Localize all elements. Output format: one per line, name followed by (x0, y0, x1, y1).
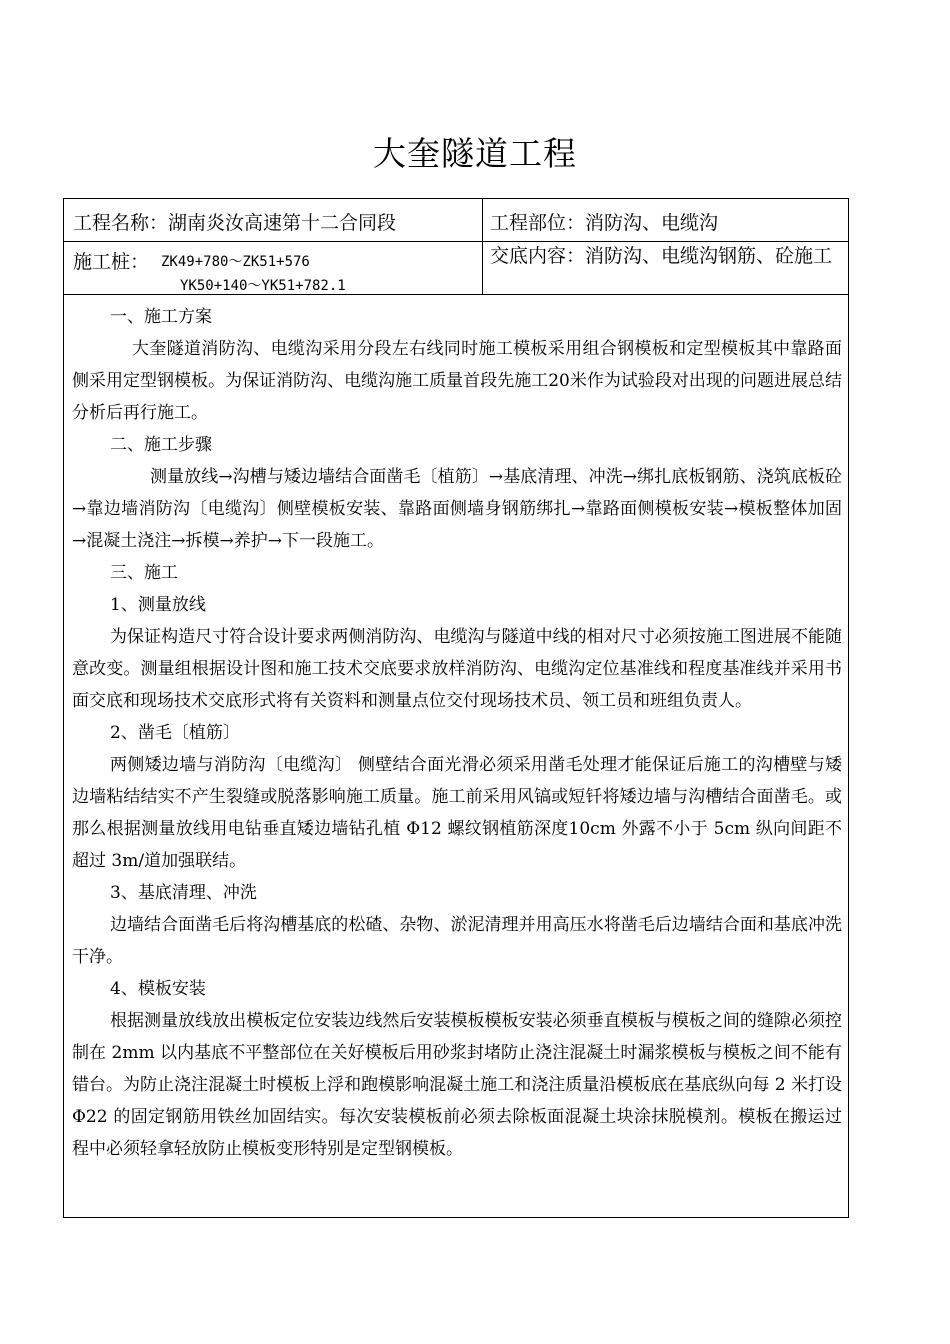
pile-range-left: ZK49+780～ZK51+576 (161, 254, 310, 270)
subsection-heading: 3、基底清理、冲洗 (110, 883, 257, 903)
document-title: 大奎隧道工程 (373, 134, 577, 173)
subsection-heading: 4、模板安装 (110, 979, 206, 999)
pile-range-right: YK50+140～YK51+782.1 (180, 278, 346, 294)
section-heading: 一、施工方案 (110, 307, 212, 327)
pile-label: 施工桩： (73, 251, 150, 273)
paragraph: 边墙结合面凿毛后将沟槽基底的松碴、杂物、淤泥清理并用高压水将凿毛后边墙结合面和基底冲洗干净。 (72, 915, 842, 967)
section-heading: 三、施工 (110, 563, 178, 583)
form-row-project (64, 199, 848, 242)
form-body (72, 301, 842, 1165)
project-part: 工程部位：消防沟、电缆沟 (490, 212, 719, 234)
subsection-heading: 1、测量放线 (110, 595, 206, 615)
section-heading: 二、施工步骤 (110, 435, 212, 455)
paragraph: 大奎隧道消防沟、电缆沟采用分段左右线同时施工模板采用组合钢模板和定型模板其中靠路面侧采用定型钢模板。为保证消防沟、电缆沟施工质量首段先施工20米作为试验段对出现的问题进展总结分析后再行施工。 (72, 339, 842, 423)
handover-content: 交底内容：消防沟、电缆沟钢筋、砼施工 (490, 245, 833, 267)
column-divider (482, 199, 483, 295)
subsection-heading: 2、凿毛〔植筋〕 (110, 723, 240, 743)
form-row-pile (64, 242, 848, 295)
project-name: 工程名称：湖南炎汝高速第十二合同段 (73, 212, 397, 234)
paragraph: 测量放线→沟槽与矮边墙结合面凿毛〔植筋〕→基底清理、冲洗→绑扎底板钢筋、浇筑底板砼→靠边墙消防沟〔电缆沟〕侧壁模板安装、靠路面侧墙身钢筋绑扎→靠路面侧模板安装→模板整体加固→混凝土浇注→拆模→养护→下一段施工。 (72, 467, 842, 551)
paragraph: 根据测量放线放出模板定位安装边线然后安装模板模板安装必须垂直模板与模板之间的缝隙必须控制在 2mm 以内基底不平整部位在关好模板后用砂浆封堵防止浇注混凝土时漏浆模板与模板之间不能有错台。为防止浇注混凝土时模板上浮和跑模影响混凝土施工和浇注质量沿模板底在基底纵向每 2 米打设 Φ22 的固定钢筋用铁丝加固结实。每次安装模板前必须去除板面混凝土块涂抹脱模剂。模板在搬运过程中必须轻拿轻放防止模板变形特别是定型钢模板。 (72, 1011, 842, 1159)
handover-form (63, 198, 849, 1218)
paragraph: 两侧矮边墙与消防沟〔电缆沟〕 侧壁结合面光滑必须采用凿毛处理才能保证后施工的沟槽壁与矮边墙粘结结实不产生裂缝或脱落影响施工质量。施工前采用风镐或短钎将矮边墙与沟槽结合面凿毛。或那么根据测量放线用电钻垂直矮边墙钻孔植 Φ12 螺纹钢植筋深度10cm 外露不小于 5cm 纵向间距不超过 3m/道加强联结。 (72, 755, 842, 871)
paragraph: 为保证构造尺寸符合设计要求两侧消防沟、电缆沟与隧道中线的相对尺寸必须按施工图进展不能随意改变。测量组根据设计图和施工技术交底要求放样消防沟、电缆沟定位基准线和程度基准线并采用书面交底和现场技术交底形式将有关资料和测量点位交付现场技术员、领工员和班组负责人。 (72, 627, 842, 711)
